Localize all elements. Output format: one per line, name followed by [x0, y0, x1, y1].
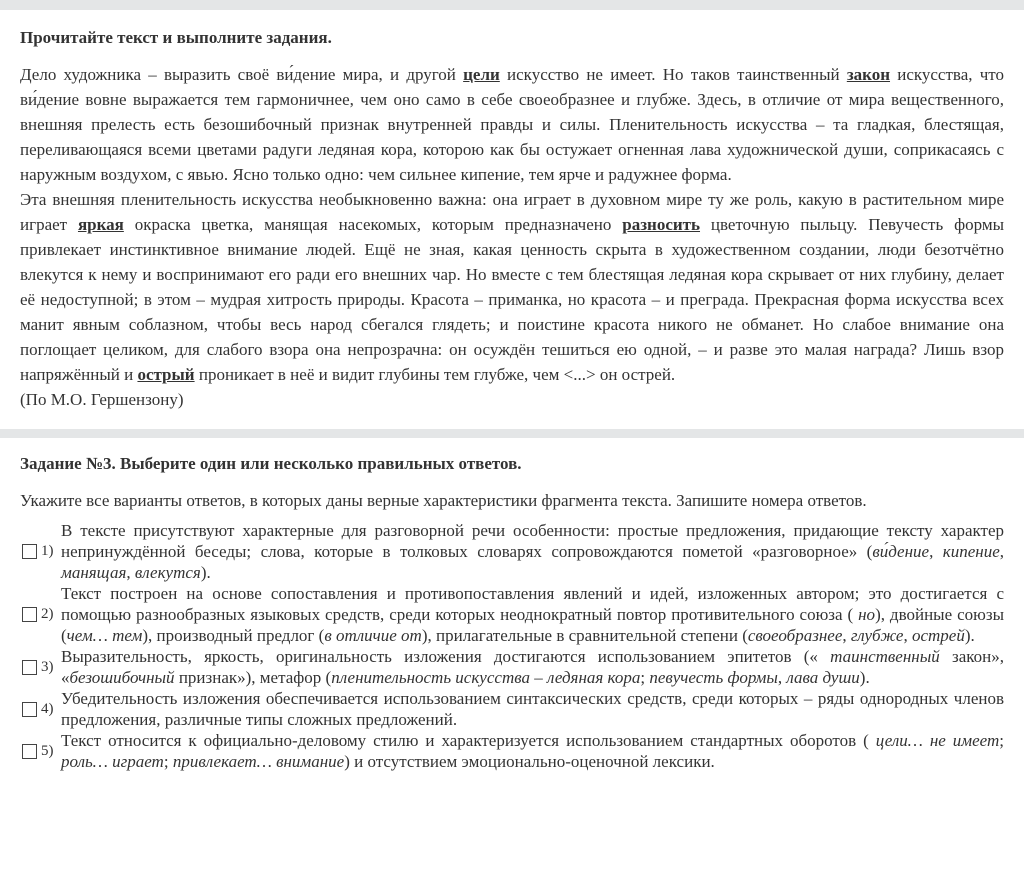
option-number: 5): [41, 742, 54, 759]
option-text-fragment: ,: [777, 668, 787, 687]
answer-checkbox[interactable]: [22, 660, 37, 675]
example-word: манящая: [61, 563, 127, 582]
passage-text: искусства, что ви́дение вовне выражается тем гармоничнее, чем оно само в себе своеобразнее и глубже. Здесь, в отличие от мира вещественного, внешняя прелесть есть безошибочный признак внутренней правды и силы. Пленительность искусства – та гладкая, блестящая, переливающаяся всеми цветами радуги ледяная кора, которою как бы остужает огненная лава художнической души, соприкасаясь с наружным воздухом, с явью. Ясно только одно: чем сильнее кипение, тем ярче и радужнее форма.: [20, 65, 1004, 184]
option-text-fragment: ;: [999, 731, 1005, 750]
option-number: 3): [41, 658, 54, 675]
option-text-fragment: ).: [859, 668, 870, 687]
example-word: чем… тем: [66, 626, 143, 645]
option-text-fragment: ,: [903, 626, 912, 645]
option-number: 1): [41, 543, 54, 559]
section-divider: [0, 429, 1024, 438]
passage-text: окраска цветка, манящая насекомых, которым предназначено: [123, 215, 623, 234]
example-word: своеобразнее: [747, 626, 843, 645]
option-text-fragment: Текст относится к официально-деловому стилю и характеризуется использованием стандартных оборотов (: [61, 731, 876, 750]
example-word: пленительность искусства – ледяная кора: [331, 668, 641, 687]
option-text-fragment: ,: [999, 542, 1005, 561]
passage-paragraph: [20, 62, 1004, 187]
keyword: разносить: [622, 215, 701, 234]
option-text-fragment: ;: [163, 752, 173, 771]
option-text-fragment: ,: [842, 626, 851, 645]
option-text-fragment: Выразительность, яркость, оригинальность изложения достигаются использованием эпитетов («: [61, 647, 831, 666]
answer-checkbox[interactable]: [22, 744, 37, 759]
option-number: 2): [41, 606, 54, 622]
example-word: привлекает… внимание: [172, 752, 345, 771]
option-text-fragment: ), прилагательные в сравнительной степени (: [421, 626, 748, 645]
reading-heading: Прочитайте текст и выполните задания.: [20, 28, 332, 47]
answer-checkbox[interactable]: [22, 702, 37, 717]
option-text: [61, 583, 1004, 646]
example-word: острей: [911, 626, 965, 645]
passage-text: Дело художника – выразить своё ви́дение мира, и другой: [20, 65, 464, 84]
option-text: [61, 688, 1004, 730]
option-text-fragment: ,: [126, 563, 135, 582]
answer-checkbox[interactable]: [22, 607, 37, 622]
keyword: яркая: [77, 215, 124, 234]
option-text-fragment: ,: [929, 542, 943, 561]
passage-text: цветочную пыльцу. Певучесть формы привлекает инстинктивное внимание людей. Ещё не зная, какая ценность скрыта в художественном создании, люди безотчётно влекутся к нему и воспринимают его ради его внешних чар. Но вместе с тем блестящая ледяная кора скрывает от них глубину, делает её недоступной; в этом – мудрая хитрость природы. Красота – приманка, но красота – и преграда. Прекрасная форма искусства всех манит явным соблазном, чтобы весь народ сбегался глядеть; и поистине красота никого не обманет. Но слабое внимание она поглощает целиком, для слабого взора она непрозрачна: он осуждён тешиться ею одной, – и разве это малая награда? Лишь взор напряжённый и: [20, 215, 1005, 384]
example-word: но: [858, 605, 876, 624]
option-text-fragment: ;: [640, 668, 650, 687]
keyword: острый: [137, 365, 195, 384]
option-text-fragment: В тексте присутствуют характерные для разговорной речи особенности: простые предложения, придающие тексту характер непринуждённой беседы; слова, которые в толковых словарях сопровождаются пометой «разговорное» (: [61, 521, 1004, 561]
option-text-fragment: Убедительность изложения обеспечивается использованием синтаксических средств, среди которых – ряды однородных членов предложения, различные типы сложных предложений.: [61, 689, 1004, 729]
example-word: влекутся: [134, 563, 201, 582]
answer-options: [20, 520, 1004, 772]
passage-text: проникает в неё и видит глубины тем глубже, чем <...> он острей.: [194, 365, 676, 384]
option-number: 4): [41, 700, 54, 717]
reading-section: [0, 10, 1024, 412]
example-word: цели… не имеет: [875, 731, 1000, 750]
answer-checkbox[interactable]: [22, 544, 37, 559]
example-word: глубже: [850, 626, 904, 645]
passage-text: искусство не имеет. Но таков таинственный: [499, 65, 847, 84]
example-word: лава души: [786, 668, 860, 687]
passage-text: Эта внешняя пленительность искусства необыкновенно важна: она играет в духовном мире ту же роль, какую в растительном мире играет: [20, 190, 1004, 234]
example-word: таинственный: [830, 647, 940, 666]
passage-paragraph: [20, 187, 1004, 387]
keyword: закон: [846, 65, 891, 84]
option-text: [61, 646, 1004, 688]
option-text-fragment: ).: [964, 626, 975, 645]
task-section: [0, 438, 1024, 772]
option-text-fragment: ), производный предлог (: [142, 626, 325, 645]
option-text: [61, 520, 1004, 583]
example-word: роль… играет: [61, 752, 164, 771]
example-word: безошибочный: [69, 668, 175, 687]
task-heading: Задание №3. Выберите один или несколько правильных ответов.: [20, 454, 522, 473]
top-band: [0, 0, 1024, 10]
option-text-fragment: признак»), метафор (: [174, 668, 332, 687]
answer-option[interactable]: [20, 646, 1004, 688]
option-text-fragment: ).: [200, 563, 211, 582]
answer-option[interactable]: [20, 730, 1004, 772]
task-instruction: Укажите все варианты ответов, в которых даны верные характеристики фрагмента текста. Запишите номера ответов.: [20, 491, 867, 510]
option-text-fragment: ), двойные союзы (: [61, 605, 1004, 645]
answer-option[interactable]: [20, 520, 1004, 583]
example-word: кипение: [942, 542, 1000, 561]
option-text: [61, 730, 1004, 772]
option-text-fragment: ) и отсутствием эмоционально-оценочной лексики.: [344, 752, 715, 771]
example-word: в отличие от: [324, 626, 422, 645]
answer-option[interactable]: [20, 583, 1004, 646]
passage-text: (По М.О. Гершензону): [20, 390, 184, 409]
example-word: ви́дение: [872, 542, 930, 561]
example-word: певучесть формы: [649, 668, 778, 687]
passage-source: [20, 387, 1004, 412]
option-text-fragment: Текст построен на основе сопоставления и противопоставления явлений и идей, изложенных автором; это достигается с помощью разнообразных языковых средств, среди которых неоднократный повтор противительного союза (: [61, 584, 1004, 624]
keyword: цели: [463, 65, 500, 84]
reading-passage: [20, 62, 1004, 412]
answer-option[interactable]: [20, 688, 1004, 730]
option-text-fragment: закон», «: [61, 647, 1004, 687]
